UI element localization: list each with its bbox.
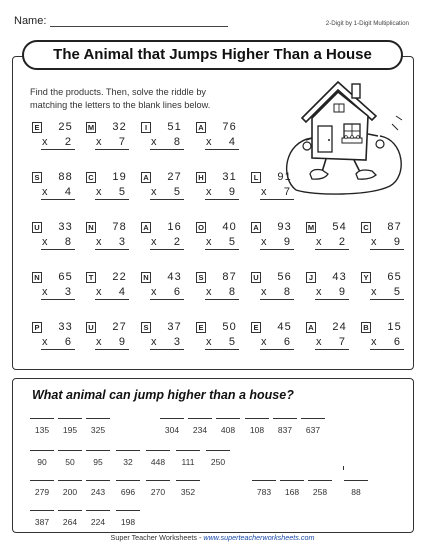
multiplier: 8 <box>228 286 235 298</box>
multiplier: 9 <box>393 236 400 248</box>
stray-tick-mark <box>343 466 344 470</box>
multiplication-problem <box>141 220 187 249</box>
times-symbol: x <box>261 236 267 248</box>
multiplication-problem <box>251 170 297 199</box>
times-symbol: x <box>371 236 377 248</box>
answer-letter-box: M <box>87 122 95 132</box>
multiplication-problem <box>141 320 187 349</box>
riddle-blank-number: 224 <box>90 517 106 527</box>
multiplicand: 51 <box>167 121 182 133</box>
times-symbol: x <box>261 336 267 348</box>
riddle-blank-number: 270 <box>150 487 166 497</box>
riddle-blank-number: 250 <box>210 457 226 467</box>
riddle-blank-number: 168 <box>284 487 300 497</box>
times-symbol: x <box>42 236 48 248</box>
riddle-blank[interactable] <box>86 510 110 527</box>
multiplicand: 76 <box>222 121 237 133</box>
riddle-blank-number: 108 <box>249 425 265 435</box>
multiplier: 9 <box>118 336 125 348</box>
multiplication-problem <box>196 320 242 349</box>
multiplicand: 27 <box>167 171 182 183</box>
answer-letter-box: O <box>196 222 206 233</box>
multiplication-problem <box>251 270 297 299</box>
riddle-blank[interactable] <box>146 450 170 467</box>
answer-line[interactable] <box>260 299 294 300</box>
multiplication-problem <box>141 120 187 149</box>
multiplication-problem <box>32 170 78 199</box>
multiplier: 9 <box>283 236 290 248</box>
riddle-blank[interactable] <box>116 450 140 467</box>
riddle-blank-number: 325 <box>90 425 106 435</box>
riddle-blank-number: 264 <box>62 517 78 527</box>
answer-line[interactable] <box>205 149 239 150</box>
multiplication-problem <box>361 220 407 249</box>
riddle-blank[interactable] <box>301 418 325 435</box>
riddle-blank-number: 200 <box>62 487 78 497</box>
multiplication-problem <box>306 270 352 299</box>
multiplicand: 37 <box>167 321 182 333</box>
multiplicand: 43 <box>167 271 182 283</box>
times-symbol: x <box>371 286 377 298</box>
multiplicand: 31 <box>222 171 237 183</box>
multiplication-problem <box>361 320 407 349</box>
multiplication-problem <box>141 270 187 299</box>
answer-line[interactable] <box>150 249 184 250</box>
riddle-blank[interactable] <box>252 480 276 497</box>
multiplier: 3 <box>118 236 125 248</box>
multiplier: 6 <box>173 286 180 298</box>
answer-letter-box: A <box>306 322 316 333</box>
multiplication-problem <box>32 270 78 299</box>
multiplier: 8 <box>64 236 71 248</box>
answer-letter-box: N <box>32 272 42 283</box>
answer-line[interactable] <box>370 349 404 350</box>
multiplicand: 32 <box>112 121 127 133</box>
multiplicand: 33 <box>58 221 73 233</box>
multiplication-problem <box>32 220 78 249</box>
times-symbol: x <box>96 286 102 298</box>
multiplier: 5 <box>228 236 235 248</box>
riddle-blank[interactable] <box>58 510 82 527</box>
multiplier: 8 <box>283 286 290 298</box>
multiplication-problem <box>251 320 297 349</box>
times-symbol: x <box>371 336 377 348</box>
answer-line[interactable] <box>95 349 129 350</box>
multiplicand: 50 <box>222 321 237 333</box>
riddle-blank-number: 387 <box>34 517 50 527</box>
riddle-blank-number: 408 <box>220 425 236 435</box>
answer-letter-box: P <box>32 322 42 333</box>
multiplicand: 78 <box>112 221 127 233</box>
answer-line[interactable] <box>205 249 239 250</box>
times-symbol: x <box>316 336 322 348</box>
multiplicand: 65 <box>387 271 402 283</box>
riddle-blank-number: 135 <box>34 425 50 435</box>
answer-line[interactable] <box>150 299 184 300</box>
multiplication-problem <box>306 220 352 249</box>
multiplicand: 87 <box>222 271 237 283</box>
riddle-blank-number: 837 <box>277 425 293 435</box>
riddle-blank[interactable] <box>30 480 54 497</box>
multiplier: 6 <box>393 336 400 348</box>
multiplicand: 16 <box>167 221 182 233</box>
multiplicand: 40 <box>222 221 237 233</box>
answer-line[interactable] <box>41 349 75 350</box>
answer-letter-box: N <box>141 272 151 283</box>
riddle-blank-number: 50 <box>65 457 75 467</box>
answer-letter-box: A <box>141 172 151 183</box>
multiplicand: 65 <box>58 271 73 283</box>
multiplication-problem <box>306 320 352 349</box>
answer-letter-box: B <box>361 322 371 333</box>
answer-letter-box: A <box>141 222 151 233</box>
riddle-blank[interactable] <box>146 480 170 497</box>
multiplication-problem <box>32 120 78 149</box>
answer-line[interactable] <box>260 349 294 350</box>
answer-letter-box: E <box>251 322 261 333</box>
riddle-blank[interactable] <box>216 418 240 435</box>
multiplier: 5 <box>173 186 180 198</box>
multiplier: 2 <box>64 136 71 148</box>
answer-line[interactable] <box>315 299 349 300</box>
times-symbol: x <box>206 286 212 298</box>
answer-line[interactable] <box>260 199 294 200</box>
multiplication-problem <box>86 120 132 149</box>
multiplier: 5 <box>393 286 400 298</box>
multiplicand: 27 <box>112 321 127 333</box>
multiplier: 5 <box>228 336 235 348</box>
riddle-blank-number: 198 <box>120 517 136 527</box>
multiplicand: 43 <box>332 271 347 283</box>
times-symbol: x <box>206 186 212 198</box>
answer-letter-box: M <box>307 222 315 232</box>
answer-letter-box: U <box>251 272 261 283</box>
answer-letter-box: T <box>86 272 96 283</box>
riddle-blank[interactable] <box>58 418 82 435</box>
multiplication-problem <box>251 220 297 249</box>
answer-letter-box: S <box>32 172 42 183</box>
answer-line[interactable] <box>41 149 75 150</box>
times-symbol: x <box>96 336 102 348</box>
riddle-blank-number: 111 <box>181 457 195 467</box>
times-symbol: x <box>151 286 157 298</box>
worksheet-subject: 2-Digit by 1-Digit Multiplication <box>325 20 409 27</box>
answer-line[interactable] <box>41 199 75 200</box>
answer-letter-box: C <box>86 172 96 183</box>
instructions-line-1: Find the products. Then, solve the riddle by <box>30 87 207 97</box>
answer-letter-box: S <box>141 322 151 333</box>
riddle-blank-number: 279 <box>34 487 50 497</box>
multiplier: 7 <box>283 186 290 198</box>
times-symbol: x <box>261 186 267 198</box>
answer-line[interactable] <box>95 249 129 250</box>
multiplier: 6 <box>64 336 71 348</box>
times-symbol: x <box>261 286 267 298</box>
riddle-blank-number: 95 <box>93 457 103 467</box>
riddle-blank[interactable] <box>86 480 110 497</box>
multiplication-problem <box>86 170 132 199</box>
times-symbol: x <box>206 236 212 248</box>
multiplicand: 93 <box>277 221 292 233</box>
riddle-blank[interactable] <box>116 510 140 527</box>
riddle-blank-number: 195 <box>62 425 78 435</box>
answer-letter-box: A <box>196 122 206 133</box>
times-symbol: x <box>96 236 102 248</box>
times-symbol: x <box>96 136 102 148</box>
answer-letter-box: H <box>196 172 206 183</box>
multiplier: 3 <box>64 286 71 298</box>
multiplicand: 22 <box>112 271 127 283</box>
answer-letter-box: N <box>86 222 96 233</box>
times-symbol: x <box>151 336 157 348</box>
multiplicand: 33 <box>58 321 73 333</box>
multiplicand: 54 <box>332 221 347 233</box>
riddle-blank-number: 243 <box>90 487 106 497</box>
multiplication-problem <box>196 270 242 299</box>
riddle-question: What animal can jump higher than a house? <box>32 388 294 402</box>
answer-line[interactable] <box>150 199 184 200</box>
multiplier: 8 <box>173 136 180 148</box>
multiplication-problem <box>196 170 242 199</box>
times-symbol: x <box>316 236 322 248</box>
riddle-blank-number: 32 <box>123 457 133 467</box>
riddle-blank[interactable] <box>30 510 54 527</box>
riddle-blank[interactable] <box>30 418 54 435</box>
multiplication-problem <box>196 220 242 249</box>
answer-letter-box: L <box>251 172 261 183</box>
multiplicand: 15 <box>387 321 402 333</box>
riddle-blank[interactable] <box>273 418 297 435</box>
riddle-blank[interactable] <box>280 480 304 497</box>
times-symbol: x <box>42 286 48 298</box>
times-symbol: x <box>316 286 322 298</box>
multiplication-problem <box>86 220 132 249</box>
multiplier: 4 <box>64 186 71 198</box>
multiplication-problem <box>86 320 132 349</box>
multiplicand: 87 <box>387 221 402 233</box>
times-symbol: x <box>96 186 102 198</box>
times-symbol: x <box>151 136 157 148</box>
answer-line[interactable] <box>370 299 404 300</box>
multiplication-problem <box>141 170 187 199</box>
multiplicand: 88 <box>58 171 73 183</box>
multiplier: 2 <box>173 236 180 248</box>
times-symbol: x <box>42 136 48 148</box>
multiplication-problem <box>86 270 132 299</box>
answer-letter-box: S <box>196 272 206 283</box>
multiplier: 2 <box>338 236 345 248</box>
multiplier: 4 <box>228 136 235 148</box>
multiplicand: 24 <box>332 321 347 333</box>
answer-letter-box: J <box>306 272 316 283</box>
riddle-blank-number: 448 <box>150 457 166 467</box>
multiplication-problem <box>361 270 407 299</box>
multiplier: 5 <box>118 186 125 198</box>
riddle-blank-number: 88 <box>351 487 361 497</box>
riddle-blank-number: 258 <box>312 487 328 497</box>
riddle-blank[interactable] <box>176 450 200 467</box>
multiplier: 7 <box>338 336 345 348</box>
answer-letter-box: U <box>86 322 96 333</box>
riddle-blank[interactable] <box>116 480 140 497</box>
worksheet-title: The Animal that Jumps Higher Than a House <box>22 40 403 70</box>
answer-line[interactable] <box>41 299 75 300</box>
answer-line[interactable] <box>370 249 404 250</box>
times-symbol: x <box>151 236 157 248</box>
name-label: Name: <box>14 15 47 27</box>
riddle-blank-number: 90 <box>37 457 47 467</box>
multiplier: 7 <box>118 136 125 148</box>
riddle-blank[interactable] <box>86 418 110 435</box>
riddle-blank[interactable] <box>206 450 230 467</box>
footer <box>0 533 425 542</box>
multiplier: 4 <box>118 286 125 298</box>
answer-line[interactable] <box>205 349 239 350</box>
answer-line[interactable] <box>205 299 239 300</box>
answer-line[interactable] <box>95 299 129 300</box>
times-symbol: x <box>206 136 212 148</box>
answer-letter-box: E <box>196 322 206 333</box>
answer-letter-box: A <box>251 222 261 233</box>
instructions-line-2: matching the letters to the blank lines below. <box>30 100 211 110</box>
riddle-blank[interactable] <box>188 418 212 435</box>
multiplier: 9 <box>228 186 235 198</box>
multiplication-problem <box>32 320 78 349</box>
answer-line[interactable] <box>95 199 129 200</box>
multiplicand: 45 <box>277 321 292 333</box>
riddle-blank-number: 234 <box>192 425 208 435</box>
footer-url-link[interactable]: www.superteacherworksheets.com <box>203 533 315 542</box>
riddle-blank[interactable] <box>30 450 54 467</box>
multiplier: 9 <box>338 286 345 298</box>
answer-line[interactable] <box>315 349 349 350</box>
riddle-blank-number: 352 <box>180 487 196 497</box>
footer-text: Super Teacher Worksheets - <box>110 533 204 542</box>
answer-line[interactable] <box>150 149 184 150</box>
riddle-blank[interactable] <box>344 480 368 497</box>
riddle-blank[interactable] <box>58 480 82 497</box>
answer-line[interactable] <box>95 149 129 150</box>
multiplier: 6 <box>283 336 290 348</box>
answer-line[interactable] <box>150 349 184 350</box>
riddle-blank-number: 696 <box>120 487 136 497</box>
answer-letter-box: I <box>141 122 151 133</box>
multiplicand: 56 <box>277 271 292 283</box>
multiplicand: 19 <box>112 171 127 183</box>
answer-letter-box: C <box>361 222 371 233</box>
multiplication-problem <box>196 120 242 149</box>
riddle-blank[interactable] <box>58 450 82 467</box>
riddle-blank-number: 304 <box>164 425 180 435</box>
riddle-blank-number: 637 <box>305 425 321 435</box>
riddle-blank[interactable] <box>308 480 332 497</box>
times-symbol: x <box>42 186 48 198</box>
multiplier: 3 <box>173 336 180 348</box>
riddle-blank-number: 783 <box>256 487 272 497</box>
riddle-blank[interactable] <box>86 450 110 467</box>
answer-line[interactable] <box>205 199 239 200</box>
answer-letter-box: E <box>32 122 42 133</box>
riddle-blank[interactable] <box>245 418 269 435</box>
answer-line[interactable] <box>41 249 75 250</box>
riddle-blank[interactable] <box>176 480 200 497</box>
answer-line[interactable] <box>315 249 349 250</box>
multiplicand: 91 <box>277 171 292 183</box>
answer-letter-box: Y <box>361 272 371 283</box>
answer-line[interactable] <box>260 249 294 250</box>
riddle-blank[interactable] <box>160 418 184 435</box>
times-symbol: x <box>151 186 157 198</box>
answer-letter-box: U <box>32 222 42 233</box>
times-symbol: x <box>42 336 48 348</box>
times-symbol: x <box>206 336 212 348</box>
multiplicand: 25 <box>58 121 73 133</box>
